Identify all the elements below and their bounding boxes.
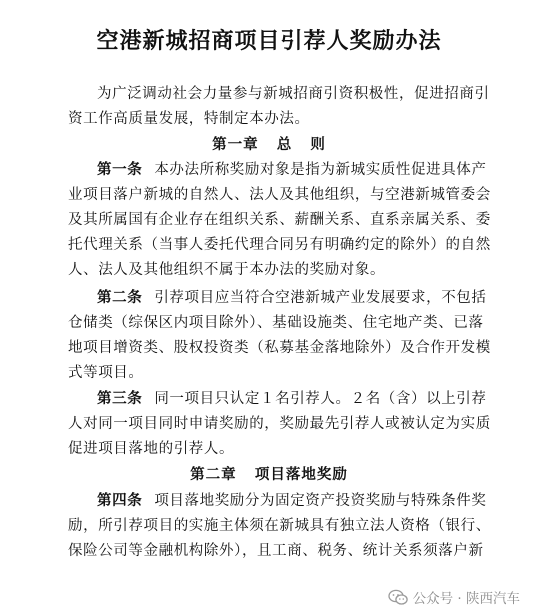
article-1-label: 第一条 xyxy=(97,161,143,178)
article-2-label: 第二条 xyxy=(97,289,143,306)
wechat-icon xyxy=(388,589,408,606)
watermark-text: 公众号 · 陕西汽车 xyxy=(412,591,520,607)
document-title: 空港新城招商项目引荐人奖励办法 xyxy=(96,28,442,54)
article-2 xyxy=(68,285,492,386)
article-3-label: 第三条 xyxy=(97,390,143,407)
article-3 xyxy=(68,386,492,462)
article-1-text: 本办法所称奖励对象是指为新城实质性促进具体产业项目落户新城的自然人、法人及其他组织，与空港新城管委会及其所属国有企业存在组织关系、薪酬关系、直系亲属关系、委托代理关系（当事人委托代理合同另有明确约定的除外）的自然人、法人及其他组织不属于本办法的奖励对象。 xyxy=(68,162,491,278)
chapter-heading-1: 第一章 总 则 xyxy=(212,136,326,153)
article-4 xyxy=(68,488,492,564)
article-4-label: 第四条 xyxy=(97,492,143,509)
article-3-text: 同一项目只认定１名引荐人。２名（含）以上引荐人对同一项目同时申请奖励的，奖励最先引荐人或被认定为实质促进项目落地的引荐人。 xyxy=(68,391,491,457)
watermark xyxy=(386,586,522,608)
article-1 xyxy=(68,157,492,283)
preamble-paragraph: 为广泛调动社会力量参与新城招商引资积极性，促进招商引资工作高质量发展，特制定本办法。 xyxy=(68,86,490,127)
chapter-heading-2: 第二章 项目落地奖励 xyxy=(190,466,348,483)
article-4-text: 项目落地奖励分为固定资产投资奖励与特殊条件奖励，所引荐项目的实施主体须在新城具有独立法人资格（银行、保险公司等金融机构除外），且工商、税务、统计关系须落户新 xyxy=(68,493,491,559)
article-2-text: 引荐项目应当符合空港新城产业发展要求，不包括仓储类（综保区内项目除外）、基础设施类、住宅地产类、已落地项目增资类、股权投资类（私募基金落地除外）及合作开发模式等项目。 xyxy=(68,290,491,381)
